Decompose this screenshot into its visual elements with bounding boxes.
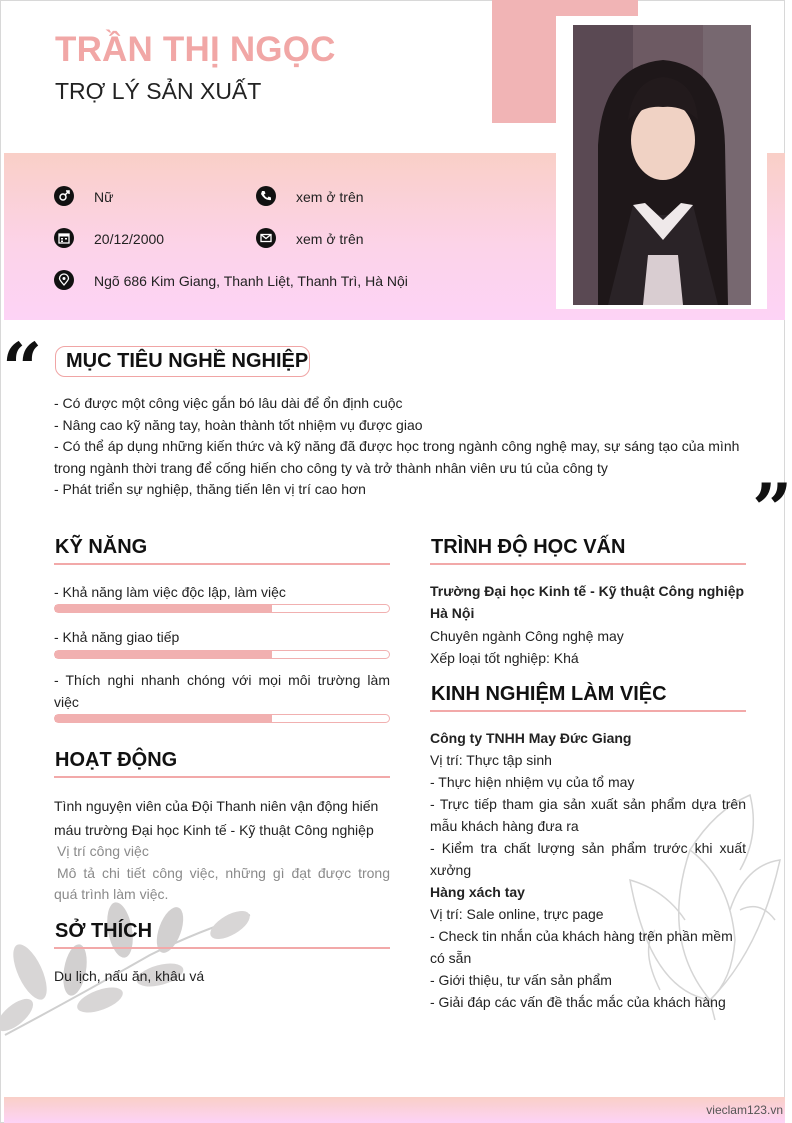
candidate-name: TRẦN THỊ NGỌC (55, 30, 336, 69)
email-icon (256, 228, 276, 248)
activities-text (54, 794, 378, 842)
education-title: TRÌNH ĐỘ HỌC VẤN (431, 536, 626, 558)
skill-bar (54, 650, 390, 659)
profile-photo (573, 25, 751, 305)
major: Chuyên ngành Công nghệ may (430, 627, 624, 644)
hobbies-divider (54, 947, 390, 949)
objective-line: - Có thể áp dụng những kiến thức và kỹ năng đã được học trong ngành công nghệ may, sự sáng tạo của mình (54, 438, 740, 455)
skill-bar (54, 714, 390, 723)
experience-line: - Giải đáp các vấn đề thắc mắc của khách hàng (430, 994, 726, 1010)
experience-line: Vị trí: Sale online, trực page (430, 906, 604, 922)
skills-divider (54, 563, 390, 565)
activities-divider (54, 776, 390, 778)
activity-desc-line: quá trình làm việc. (54, 886, 169, 902)
activity-line: Tình nguyện viên của Đội Thanh niên vận động hiến (54, 798, 379, 814)
experience-line: có sẵn (430, 950, 472, 966)
skill-label: - Khả năng giao tiếp (54, 629, 180, 645)
company-name: Công ty TNHH May Đức Giang (430, 730, 632, 746)
experience-line: - Giới thiệu, tư vấn sản phẩm (430, 972, 612, 988)
activity-position-placeholder: Vị trí công việc (57, 843, 149, 859)
experience-line: mẫu khách hàng đưa ra (430, 818, 579, 834)
skill-bar-fill (55, 715, 272, 722)
education-text (430, 580, 744, 669)
school-name-continued: Hà Nội (430, 605, 475, 622)
grade: Xếp loại tốt nghiệp: Khá (430, 649, 579, 666)
skill-bar-fill (55, 605, 272, 612)
activity-desc-line: Mô tả chi tiết công việc, những gì đạt được trong (57, 865, 390, 881)
phone-icon (256, 186, 276, 206)
objective-text (54, 393, 739, 501)
experience-text (430, 727, 746, 1013)
objective-title-box (55, 346, 310, 377)
job-title: TRỢ LÝ SẢN XUẤT (55, 78, 262, 104)
objective-line: trong ngành thời trang để cống hiến cho công ty và trở thành nhân viên ưu tú của công ty (54, 459, 608, 476)
email-value: xem ở trên (296, 231, 364, 247)
hobbies-text: Du lịch, nấu ăn, khâu vá (54, 968, 205, 984)
company-name: Hàng xách tay (430, 884, 525, 900)
skill-bar (54, 604, 390, 613)
footer-site: vieclam123.vn (706, 1103, 783, 1117)
hobbies-title: SỞ THÍCH (55, 920, 153, 942)
experience-line: - Kiểm tra chất lượng sản phẩm trước khi xuất (430, 840, 746, 856)
objective-line: - Phát triển sự nghiệp, thăng tiến lên vị trí cao hơn (54, 481, 366, 498)
experience-line: - Check tin nhắn của khách hàng trên phần mềm (430, 928, 733, 944)
experience-line: - Thực hiện nhiệm vụ của tổ may (430, 774, 635, 790)
open-quote-icon: “ (2, 327, 43, 410)
footer-band (4, 1097, 785, 1123)
experience-line: - Trực tiếp tham gia sản xuất sản phẩm dựa trên (430, 796, 746, 812)
school-name: Trường Đại học Kinh tế - Kỹ thuật Công nghiệp (430, 583, 745, 599)
objective-title: MỤC TIÊU NGHỀ NGHIỆP (66, 350, 309, 372)
gender-value: Nữ (94, 189, 114, 205)
activities-title: HOẠT ĐỘNG (55, 749, 178, 771)
birthday-value: 20/12/2000 (94, 231, 165, 247)
objective-line: - Nâng cao kỹ năng tay, hoàn thành tốt nhiệm vụ được giao (54, 416, 423, 433)
experience-line: Vị trí: Thực tập sinh (430, 752, 552, 768)
calendar-icon (54, 228, 74, 248)
address-value: Ngõ 686 Kim Giang, Thanh Liệt, Thanh Trì, Hà Nội (94, 273, 408, 289)
objective-line: - Có được một công việc gắn bó lâu dài để ổn định cuộc (54, 395, 403, 411)
skill-label: - Khả năng làm việc độc lập, làm việc (54, 584, 286, 600)
activity-line: máu trường Đại học Kinh tế - Kỹ thuật Công nghiệp (54, 822, 374, 838)
close-quote-icon: ” (752, 468, 792, 551)
skills-title: KỸ NĂNG (55, 536, 148, 558)
phone-value: xem ở trên (296, 189, 364, 205)
skill-bar-fill (55, 651, 272, 658)
skill-label: - Thích nghi nhanh chóng với mọi môi trường làm (54, 672, 390, 688)
education-divider (430, 563, 746, 565)
skill-label-continued: việc (54, 694, 79, 710)
experience-divider (430, 710, 746, 712)
gender-icon (54, 186, 74, 206)
experience-line: xưởng (430, 862, 472, 878)
experience-title: KINH NGHIỆM LÀM VIỆC (431, 683, 667, 705)
location-icon (54, 270, 74, 290)
